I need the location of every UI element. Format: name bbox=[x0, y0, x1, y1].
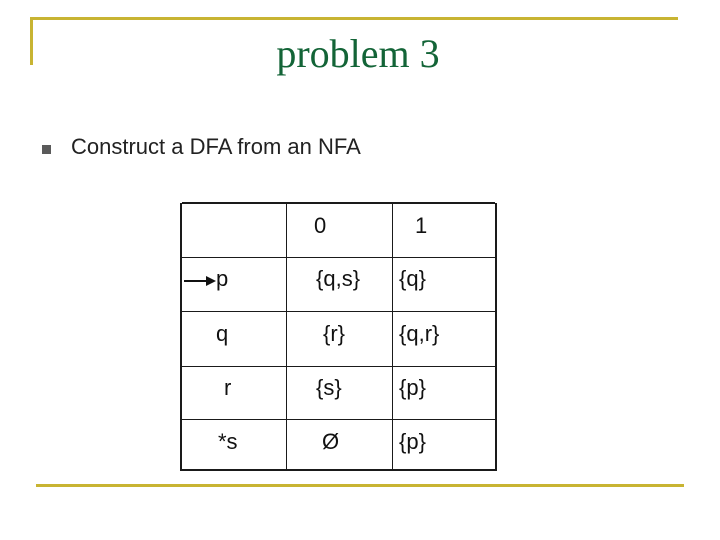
table-column-divider bbox=[392, 203, 393, 471]
bottom-rule bbox=[36, 484, 684, 487]
state-label: *s bbox=[218, 429, 238, 454]
state-label: p bbox=[216, 266, 229, 291]
bullet-text: Construct a DFA from an NFA bbox=[71, 134, 361, 159]
table-border-bottom bbox=[182, 469, 495, 471]
transition-cell-0: {q,s} bbox=[316, 266, 361, 291]
transition-cell-1: {p} bbox=[399, 375, 426, 400]
column-header-1: 1 bbox=[415, 213, 428, 238]
square-bullet-icon bbox=[42, 145, 51, 154]
table-border-top bbox=[182, 202, 495, 204]
transition-table bbox=[180, 203, 497, 471]
slide-title-text: problem 3 bbox=[276, 31, 440, 76]
table-row-divider bbox=[182, 257, 495, 258]
state-label: q bbox=[216, 321, 229, 346]
transition-cell-1: {q,r} bbox=[399, 321, 440, 346]
table-row-divider bbox=[182, 419, 495, 420]
table-row-divider bbox=[182, 366, 495, 367]
state-label: r bbox=[224, 375, 232, 400]
slide-title bbox=[0, 30, 720, 78]
top-rule bbox=[30, 17, 678, 20]
table-column-divider bbox=[286, 203, 287, 471]
table-row-divider bbox=[182, 311, 495, 312]
transition-cell-1: {q} bbox=[399, 266, 426, 291]
transition-cell-0: {r} bbox=[323, 321, 346, 346]
transition-cell-0: {s} bbox=[316, 375, 342, 400]
transition-cell-0: Ø bbox=[322, 429, 340, 454]
transition-cell-1: {p} bbox=[399, 429, 426, 454]
column-header-0: 0 bbox=[314, 213, 327, 238]
